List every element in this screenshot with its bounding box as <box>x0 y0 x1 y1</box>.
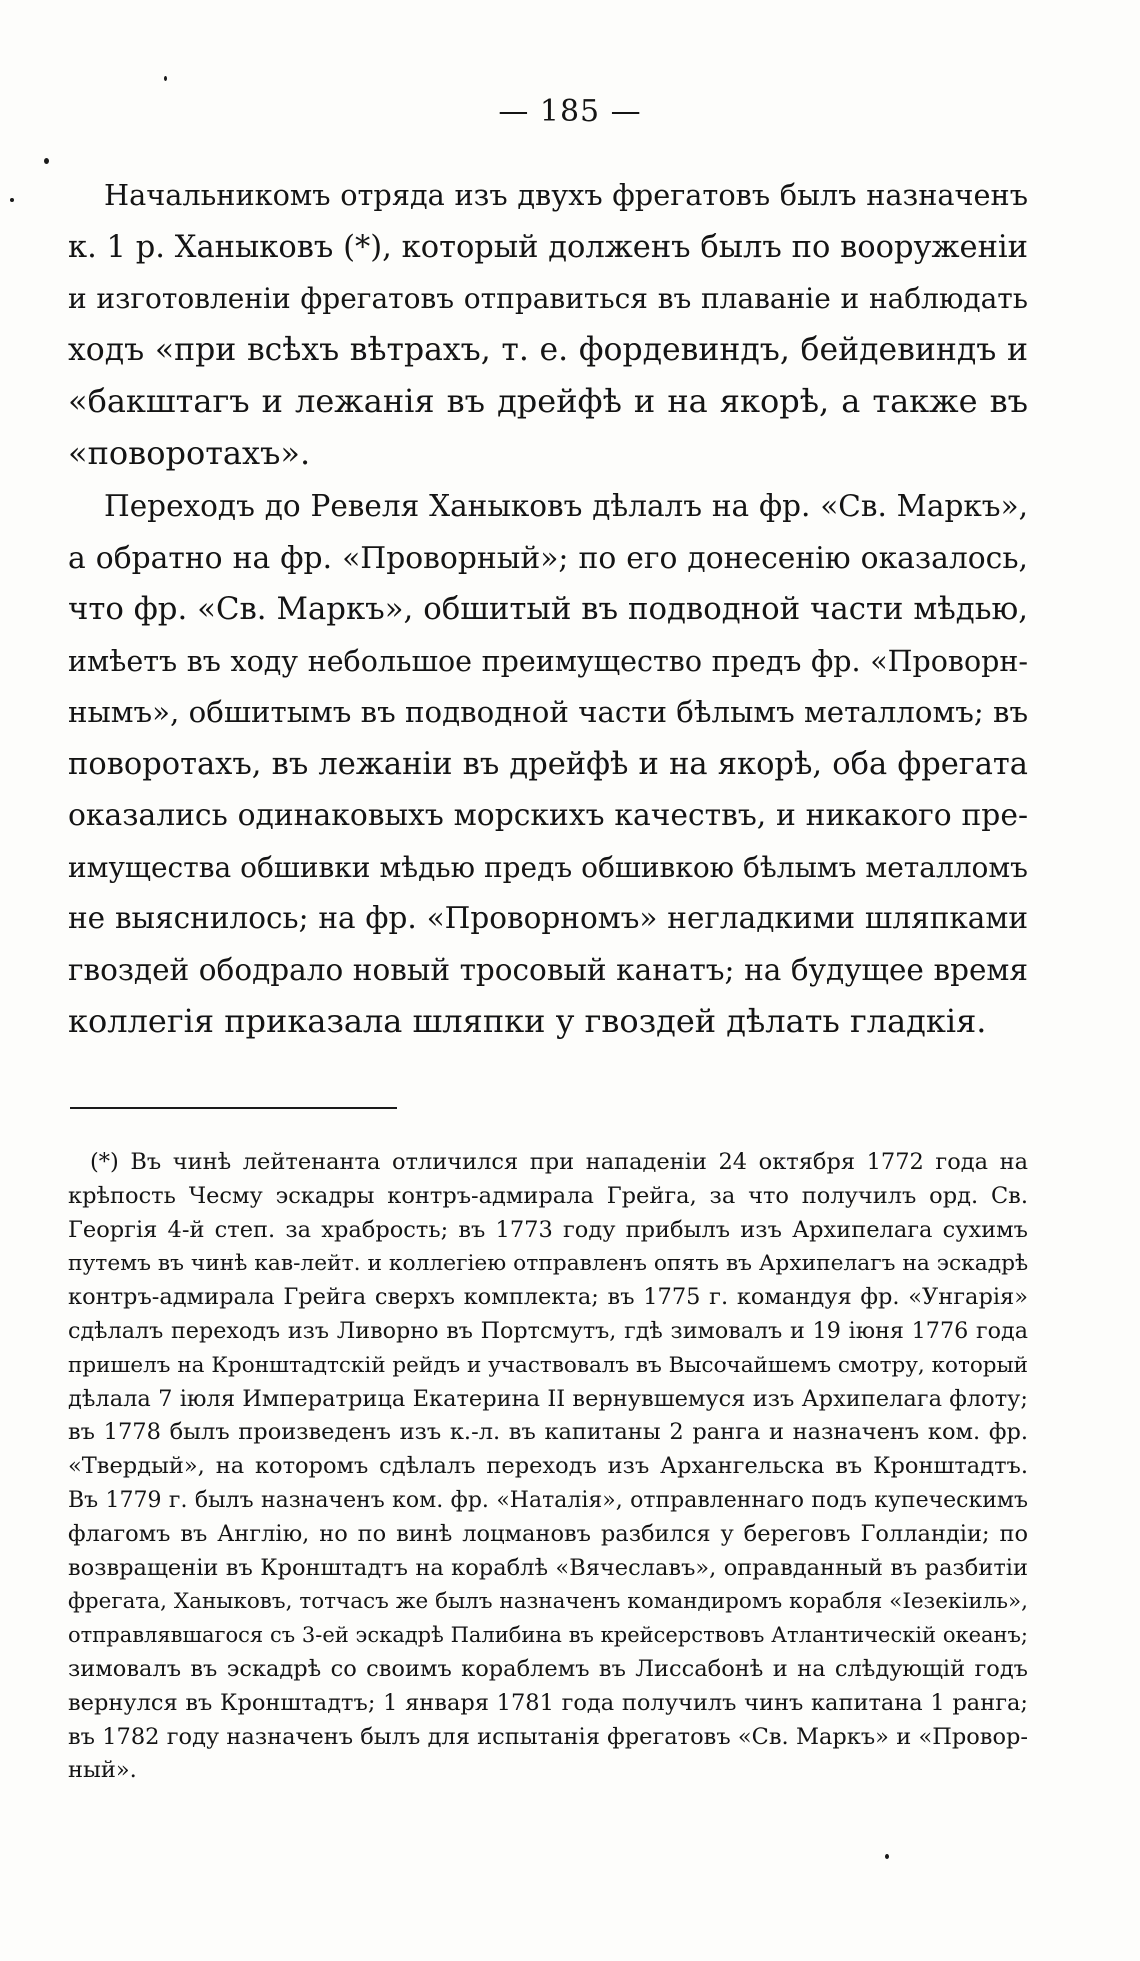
footnote-line: вернулся въ Кронштадтъ; 1 января 1781 года получилъ чинъ капитана 1 ранга; <box>68 1689 1028 1716</box>
footnote-line: въ 1782 году назначенъ былъ для испытанія фрегатовъ «Св. Маркъ» и «Провор- <box>68 1723 1028 1750</box>
text-line: к. 1 р. Ханыковъ (*), который долженъ былъ по вооруженіи <box>68 229 1028 265</box>
text-line: не выяснилось; на фр. «Проворномъ» негладкими шляпками <box>68 901 1028 935</box>
print-speck <box>885 1854 889 1859</box>
print-speck <box>164 76 167 81</box>
footnote <box>68 1146 1028 1788</box>
text-line: что фр. «Св. Маркъ», обшитый въ подводной части мѣдью, <box>68 591 1028 627</box>
text-line: имѣетъ въ ходу небольшое преимущество предъ фр. «Проворн- <box>68 644 1028 678</box>
print-speck <box>10 198 14 202</box>
print-speck <box>44 158 49 164</box>
text-line: Начальникомъ отряда изъ двухъ фрегатовъ былъ назначенъ <box>104 178 1028 212</box>
footnote-line: дѣлала 7 іюля Императрица Екатерина II вернувшемуся изъ Архипелага флоту; <box>68 1385 1028 1412</box>
text-line: оказались одинаковыхъ морскихъ качествъ, и никакого пре- <box>68 798 1028 833</box>
footnote-line: крѣпость Чесму эскадры контръ-адмирала Грейга, за что получилъ орд. Св. <box>68 1182 1028 1209</box>
main-text <box>68 170 1028 1048</box>
footnote-line: фрегата, Ханыковъ, тотчасъ же былъ назначенъ командиромъ корабля «Іезекіиль», <box>68 1589 1028 1615</box>
footnote-line: контръ-адмирала Грейга сверхъ комплекта; въ 1775 г. командуя фр. «Унгарія» <box>68 1284 1028 1311</box>
footnote-line: «Твердый», на которомъ сдѣлалъ переходъ изъ Архангельска въ Кронштадтъ. <box>68 1453 1028 1480</box>
text-line: имущества обшивки мѣдью предъ обшивкою бѣлымъ металломъ <box>68 850 1028 884</box>
page-number: — 185 — <box>498 94 642 129</box>
footnote-line: зимовалъ въ эскадрѣ со своимъ кораблемъ въ Лиссабонѣ и на слѣдующій годъ <box>68 1655 1028 1682</box>
text-line: ходъ «при всѣхъ вѣтрахъ, т. е. фордевиндъ, бейдевиндъ и <box>68 331 1028 368</box>
footnote-line: Георгія 4-й степ. за храбрость; въ 1773 году прибылъ изъ Архипелага сухимъ <box>68 1216 1028 1243</box>
footnote-line: пришелъ на Кронштадтскій рейдъ и участвовалъ въ Высочайшемъ смотру, который <box>68 1352 1028 1378</box>
footnote-line: флагомъ въ Англію, но по винѣ лоцмановъ разбился у береговъ Голландіи; по <box>68 1520 1028 1547</box>
text-line: нымъ», обшитымъ въ подводной части бѣлымъ металломъ; въ <box>68 695 1029 729</box>
footnote-line: Въ 1779 г. былъ назначенъ ком. фр. «Наталія», отправленнаго подъ купеческимъ <box>68 1487 1028 1513</box>
footnote-line: возвращеніи въ Кронштадтъ на кораблѣ «Вячеславъ», оправданный въ разбитіи <box>68 1554 1028 1581</box>
footnote-line: отправлявшагося съ 3-ей эскадрѣ Палибина въ крейсерствовъ Атлантическій океанъ; <box>68 1623 1028 1648</box>
text-line: «поворотахъ». <box>68 433 311 472</box>
footnote-line: (*) Въ чинѣ лейтенанта отличился при нападеніи 24 октября 1772 года на <box>90 1149 1028 1175</box>
footnote-line: въ 1778 былъ произведенъ изъ к.-л. въ капитаны 2 ранга и назначенъ ком. фр. <box>68 1419 1028 1446</box>
paragraph-2 <box>68 481 1028 1048</box>
text-line: коллегія приказала шляпки у гвоздей дѣлать гладкія. <box>68 1002 987 1040</box>
text-line: поворотахъ, въ лежаніи въ дрейфѣ и на якорѣ, оба фрегата <box>68 746 1028 782</box>
footnote-line: путемъ въ чинѣ кав-лейт. и коллегіею отправленъ опять въ Архипелагъ на эскадрѣ <box>68 1251 1029 1277</box>
footnote-line: сдѣлалъ переходъ изъ Ливорно въ Портсмутъ, гдѣ зимовалъ и 19 іюня 1776 года <box>68 1317 1028 1344</box>
text-line: а обратно на фр. «Проворный»; по его донесенію оказалось, <box>68 540 1028 576</box>
text-line: гвоздей ободрало новый тросовый канатъ; на будущее время <box>68 952 1028 987</box>
footnote-separator <box>70 1107 397 1109</box>
footnote-line: ный». <box>68 1757 137 1784</box>
text-line: «бакштагъ и лежанія въ дрейфѣ и на якорѣ, а также въ <box>68 382 1028 420</box>
paragraph-1 <box>68 170 1028 479</box>
text-line: и изготовленіи фрегатовъ отправиться въ плаваніе и наблюдать <box>68 282 1028 315</box>
text-line: Переходъ до Ревеля Ханыковъ дѣлалъ на фр. «Св. Маркъ», <box>104 489 1028 523</box>
